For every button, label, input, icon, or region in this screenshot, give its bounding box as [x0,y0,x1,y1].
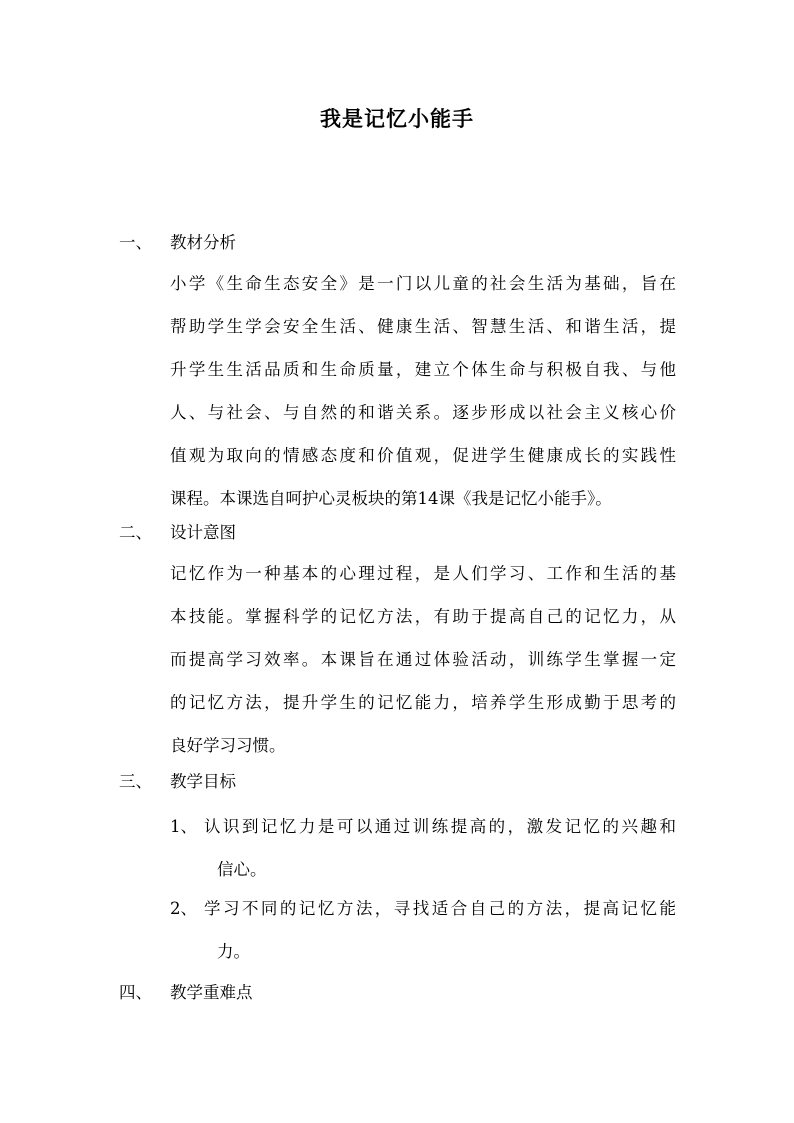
section-paragraph-1 [170,262,676,520]
objective-number: 2、 [170,899,197,918]
paragraph-line: 帮助学生学会安全生活、健康生活、智慧生活、和谐生活，提 [170,317,676,336]
paragraph-line: 的记忆方法，提升学生的记忆能力，培养学生形成勤于思考的 [170,693,676,712]
paragraph-line: 升学生生活品质和生命质量，建立个体生命与积极自我、与他 [170,360,676,379]
objective-line: 信心。 [217,860,267,879]
section-number: 二、 [119,523,152,542]
paragraph-line: 值观为取向的情感态度和价值观，促进学生健康成长的实践性 [170,446,676,465]
paragraph-line: 人、与社会、与自然的和谐关系。逐步形成以社会主义核心价 [170,403,676,422]
section-title: 设计意图 [170,523,236,542]
section-title: 教学重难点 [170,983,253,1002]
paragraph-line: 课程。本课选自呵护心灵板块的第14课《我是记忆小能手》。 [170,489,612,508]
paragraph-line: 良好学习习惯。 [170,736,286,755]
paragraph-line: 记忆作为一种基本的心理过程，是人们学习、工作和生活的基 [170,564,676,583]
section-title: 教学目标 [170,772,236,791]
section-title: 教材分析 [170,233,236,252]
objective-line: 认识到记忆力是可以通过训练提高的，激发记忆的兴趣和 [204,817,676,836]
section-number: 三、 [119,772,152,791]
section-number: 四、 [119,983,152,1002]
section-number: 一、 [119,233,152,252]
paragraph-line: 而提高学习效率。本课旨在通过体验活动，训练学生掌握一定 [170,650,676,669]
section-paragraph-2 [170,552,676,767]
document-title: 我是记忆小能手 [320,106,474,131]
objective-line: 学习不同的记忆方法，寻找适合自己的方法，提高记忆能 [204,899,676,918]
paragraph-line: 本技能。掌握科学的记忆方法，有助于提高自己的记忆力，从 [170,607,676,626]
paragraph-line: 小学《生命生态安全》是一门以儿童的社会生活为基础，旨在 [170,274,676,293]
objective-line: 力。 [217,942,250,961]
objective-number: 1、 [170,817,197,836]
